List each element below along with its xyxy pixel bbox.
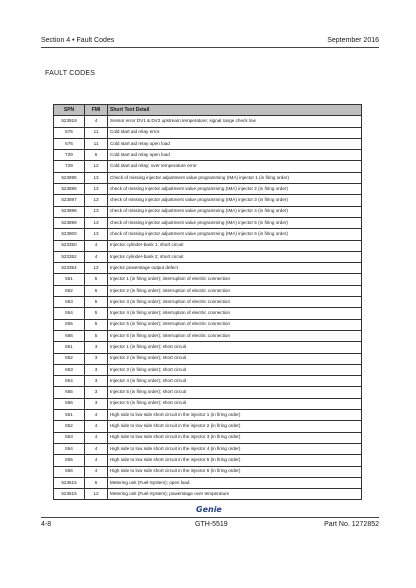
detail-cell: Injector 4 (in firing order); interruption of electric connection [108,308,362,319]
fmi-cell: 5 [85,274,108,285]
spn-cell: 651 [54,274,85,285]
detail-cell: check of missing injector adjustment value programming (IMA) injector 4 (in firing order) [108,206,362,217]
spn-cell: 655 [54,387,85,398]
page-header [41,37,379,48]
detail-cell: Injector 3 (in firing order); interruption of electric connection [108,297,362,308]
fmi-cell: 3 [85,376,108,387]
header-section: Section 4 • Fault Codes [41,37,115,44]
spn-cell: 523350 [54,240,85,251]
model-number: GTH-5519 [195,521,228,528]
spn-cell: 654 [54,376,85,387]
fmi-cell: 5 [85,308,108,319]
fmi-cell: 5 [85,477,108,488]
fmi-cell: 4 [85,116,108,127]
detail-cell: Injector 6 (in firing order); short circuit [108,398,362,409]
detail-cell: Injector 5 (in firing order); interruption of electric connection [108,319,362,330]
detail-cell: Injector 5 (in firing order); short circuit [108,387,362,398]
table-row [54,240,362,251]
table-row [54,489,362,500]
table-row [54,195,362,206]
spn-cell: 523899 [54,217,85,228]
fmi-cell: 5 [85,330,108,341]
table-row [54,421,362,432]
spn-cell: 523615 [54,477,85,488]
footer-divider [41,517,379,518]
table-row [54,263,362,274]
genie-logo: Genie [196,505,222,514]
table-row [54,455,362,466]
fmi-cell: 3 [85,398,108,409]
detail-cell: check of missing injector adjustment value programming (IMA) injector 5 (in firing order) [108,217,362,228]
table-row [54,297,362,308]
column-header-spn: SPN [54,105,85,116]
spn-cell: 653 [54,364,85,375]
spn-cell: 656 [54,398,85,409]
table-row [54,387,362,398]
spn-cell: 656 [54,466,85,477]
detail-cell: check of missing injector adjustment value programming (IMA) injector 3 (in firing order) [108,195,362,206]
detail-cell: Cold start aid relay error. [108,127,362,138]
spn-cell: 651 [54,342,85,353]
table-row [54,116,362,127]
spn-cell: 523918 [54,116,85,127]
table-row [54,330,362,341]
detail-cell: Cold start aid relay; over temperature error [108,161,362,172]
table-row [54,251,362,262]
detail-cell: Injector 2 (in firing order); interruption of electric connection [108,285,362,296]
spn-cell: 523352 [54,251,85,262]
spn-cell: 653 [54,432,85,443]
detail-cell: High side to low side short circuit in the injector 2 (in firing order) [108,421,362,432]
spn-cell: 652 [54,353,85,364]
detail-cell: High side to low side short circuit in the injector 4 (in firing order) [108,443,362,454]
detail-cell: Injector cylinder-bank 2; short circuit [108,251,362,262]
fmi-cell: 4 [85,455,108,466]
fmi-cell: 13 [85,172,108,183]
table-row [54,184,362,195]
table-row [54,353,362,364]
detail-cell: Metering unit (Fuel-System); powerstage over temperature [108,489,362,500]
fmi-cell: 4 [85,466,108,477]
table-row [54,217,362,228]
spn-cell: 523895 [54,172,85,183]
fmi-cell: 4 [85,432,108,443]
table-row [54,342,362,353]
table-header-row [54,105,362,116]
fmi-cell: 12 [85,161,108,172]
spn-cell: 523900 [54,229,85,240]
fmi-cell: 5 [85,319,108,330]
spn-cell: 654 [54,443,85,454]
spn-cell: 523898 [54,206,85,217]
table-row [54,274,362,285]
column-header-fmi: FMI [85,105,108,116]
detail-cell: Injector 2 (in firing order); short circuit [108,353,362,364]
fmi-cell: 5 [85,285,108,296]
detail-cell: Injector 4 (in firing order); short circuit [108,376,362,387]
section-title: FAULT CODES [45,70,96,77]
fmi-cell: 3 [85,364,108,375]
fmi-cell: 13 [85,217,108,228]
detail-cell: Injector cylinder-bank 1; short circuit [108,240,362,251]
spn-cell: 676 [54,138,85,149]
spn-cell: 523896 [54,184,85,195]
table-row [54,466,362,477]
spn-cell: 676 [54,127,85,138]
detail-cell: Injector 1 (in firing order); interruption of electric connection [108,274,362,285]
fmi-cell: 13 [85,206,108,217]
spn-cell: 729 [54,150,85,161]
spn-cell: 652 [54,285,85,296]
fmi-cell: 4 [85,443,108,454]
table-row [54,477,362,488]
spn-cell: 729 [54,161,85,172]
spn-cell: 655 [54,455,85,466]
fmi-cell: 4 [85,410,108,421]
table-body [54,116,362,500]
fault-codes-table [53,104,362,500]
table-row [54,308,362,319]
table-row [54,364,362,375]
table-row [54,172,362,183]
detail-cell: Cold start aid relay open load [108,138,362,149]
table-row [54,138,362,149]
page-number: 4-8 [41,521,52,528]
detail-cell: High side to low side short circuit in the injector 5 (in firing order) [108,455,362,466]
table-row [54,376,362,387]
table-row [54,432,362,443]
table-row [54,206,362,217]
fmi-cell: 13 [85,229,108,240]
detail-cell: check of missing injector adjustment value programming (IMA) injector 6 (in firing order) [108,229,362,240]
detail-cell: Cold start aid relay open load [108,150,362,161]
spn-cell: 653 [54,297,85,308]
spn-cell: 523897 [54,195,85,206]
fmi-cell: 12 [85,489,108,500]
detail-cell: High side to low side short circuit in the injector 3 (in firing order) [108,432,362,443]
table-row [54,150,362,161]
fmi-cell: 5 [85,297,108,308]
spn-cell: 523615 [54,489,85,500]
fmi-cell: 4 [85,240,108,251]
spn-cell: 651 [54,410,85,421]
detail-cell: Injector 3 (in firing order); short circuit [108,364,362,375]
detail-cell: Check of missing injector adjustment value programming (IMA) injector 1 (in firing order) [108,172,362,183]
header-date: September 2016 [327,37,379,44]
detail-cell: Sensor error DV1 & DV2 upstream temperature; signal range check low [108,116,362,127]
fmi-cell: 3 [85,342,108,353]
detail-cell: Injector 1 (in firing order); short circuit [108,342,362,353]
fmi-cell: 13 [85,184,108,195]
spn-cell: 523354 [54,263,85,274]
detail-cell: Injector powerstage output defect [108,263,362,274]
table-row [54,229,362,240]
detail-cell: Metering unit (Fuel-System); open load [108,477,362,488]
detail-cell: High side to low side short circuit in the injector 1 (in firing order) [108,410,362,421]
table-row [54,285,362,296]
part-number: Part No. 1272852 [324,521,379,528]
column-header-detail: Short Text Detail [108,105,362,116]
table-row [54,161,362,172]
table-row [54,398,362,409]
fmi-cell: 12 [85,263,108,274]
spn-cell: 654 [54,308,85,319]
fmi-cell: 4 [85,421,108,432]
table-row [54,319,362,330]
fmi-cell: 3 [85,387,108,398]
fmi-cell: 4 [85,251,108,262]
spn-cell: 652 [54,421,85,432]
fmi-cell: 13 [85,195,108,206]
fmi-cell: 11 [85,138,108,149]
table-row [54,443,362,454]
fmi-cell: 3 [85,353,108,364]
detail-cell: check of missing injector adjustment value programming (IMA) injector 2 (in firing order) [108,184,362,195]
spn-cell: 655 [54,319,85,330]
table-row [54,410,362,421]
fmi-cell: 5 [85,150,108,161]
detail-cell: Injector 6 (in firing order); interruption of electric connection [108,330,362,341]
spn-cell: 656 [54,330,85,341]
table-row [54,127,362,138]
fmi-cell: 11 [85,127,108,138]
detail-cell: High side to low side short circuit in the injector 6 (in firing order) [108,466,362,477]
